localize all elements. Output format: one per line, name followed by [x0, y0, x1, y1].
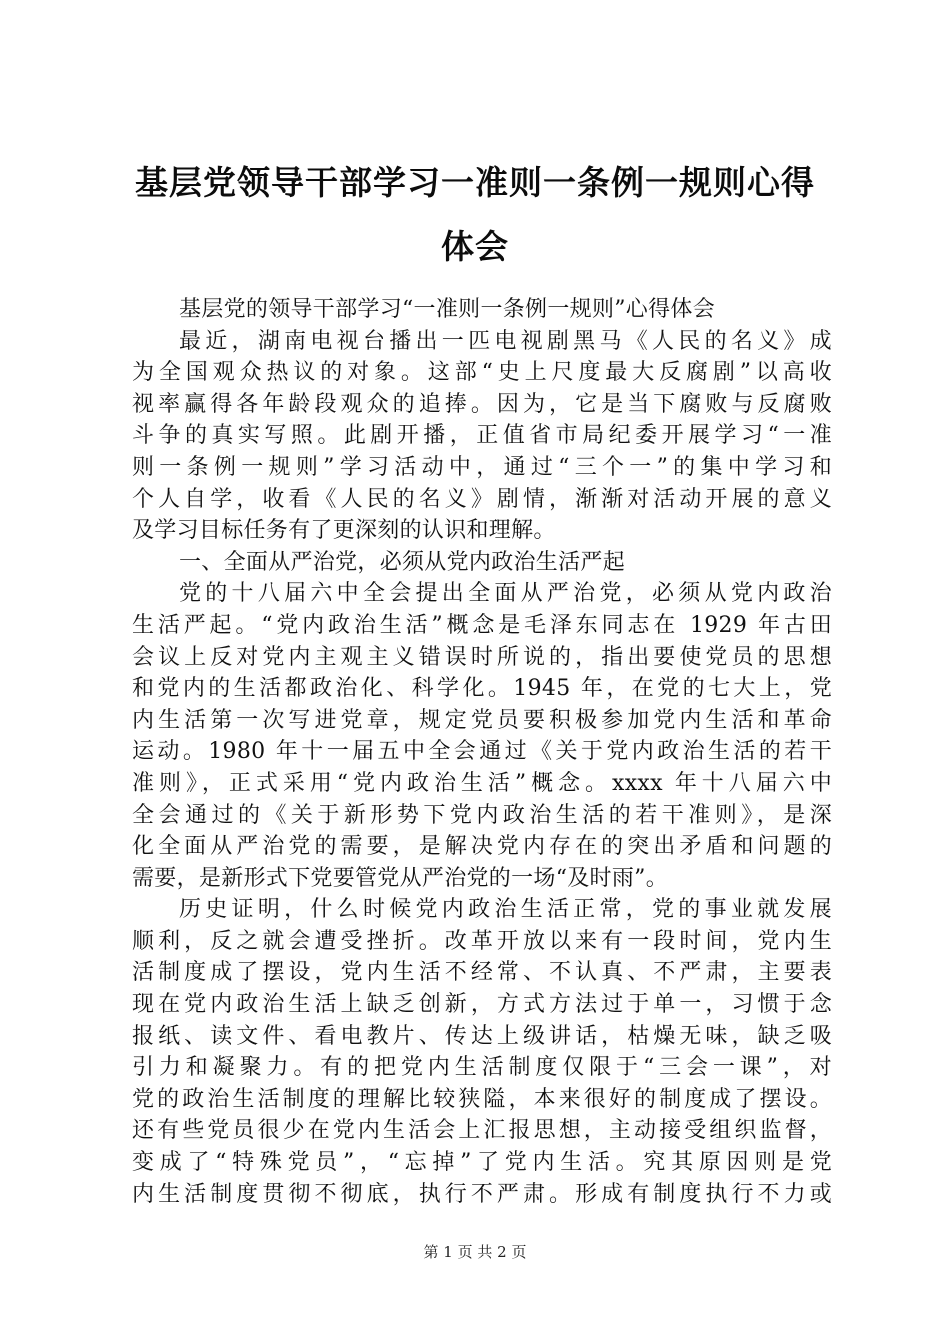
- body-text-line: 准则》，正式采用“党内政治生活”概念。xxxx 年十八届六中: [132, 770, 832, 796]
- body-text-line: 斗争的真实写照。此剧开播，正值省市局纪委开展学习“一准: [132, 423, 832, 449]
- body-text-line: 化全面从严治党的需要，是解决党内存在的突出矛盾和问题的: [132, 834, 832, 860]
- body-text-line: 为全国观众热议的对象。这部“史上尺度最大反腐剧”以高收: [132, 360, 832, 386]
- body-text-line: 运动。1980 年十一届五中全会通过《关于党内政治生活的若干: [132, 739, 832, 765]
- body-text-line: 顺利，反之就会遭受挫折。改革开放以来有一段时间，党内生: [132, 928, 832, 954]
- body-text-line: 内生活制度贯彻不彻底，执行不严肃。形成有制度执行不力或: [132, 1181, 832, 1207]
- body-text-line: 个人自学，收看《人民的名义》剧情，渐渐对活动开展的意义: [132, 486, 832, 512]
- body-text-line: 引力和凝聚力。有的把党内生活制度仅限于“三会一课”，对: [132, 1055, 832, 1081]
- body-text-line: 全会通过的《关于新形势下党内政治生活的若干准则》，是深: [132, 802, 832, 828]
- body-text-line: 会议上反对党内主观主义错误时所说的，指出要使党员的思想: [132, 644, 832, 670]
- body-text-line: 及学习目标任务有了更深刻的认识和理解。: [132, 518, 556, 544]
- body-text-line: 基层党的领导干部学习“一准则一条例一规则”心得体会: [179, 297, 715, 322]
- body-text-line: 活制度成了摆设，党内生活不经常、不认真、不严肃，主要表: [132, 960, 832, 986]
- body-text-line: 还有些党员很少在党内生活会上汇报思想，主动接受组织监督，: [132, 1118, 832, 1144]
- body-text-line: 和党内的生活都政治化、科学化。1945 年，在党的七大上，党: [132, 676, 832, 702]
- body-text-line: 一、全面从严治党，必须从党内政治生活严起: [179, 549, 626, 575]
- body-text-line: 需要，是新形式下党要管党从严治党的一场“及时雨”。: [132, 865, 668, 891]
- body-text-line: 变成了“特殊党员”，“忘掉”了党内生活。究其原因则是党: [132, 1150, 832, 1176]
- body-text-line: 则一条例一规则”学习活动中，通过“三个一”的集中学习和: [132, 454, 832, 480]
- document-body: [132, 294, 832, 1210]
- body-text-line: 生活严起。“党内政治生活”概念是毛泽东同志在 1929 年古田: [132, 612, 832, 638]
- body-text-line: 党的政治生活制度的理解比较狭隘，本来很好的制度成了摆设。: [132, 1086, 832, 1112]
- document-title-line-2: 体会: [441, 227, 509, 266]
- body-text-line: 视率赢得各年龄段观众的追捧。因为，它是当下腐败与反腐败: [132, 391, 832, 417]
- body-text-line: 现在党内政治生活上缺乏创新，方式方法过于单一，习惯于念: [132, 992, 832, 1018]
- document-title-line-1: 基层党领导干部学习一准则一条例一规则心得: [135, 163, 815, 202]
- body-text-line: 最近，湖南电视台播出一匹电视剧黑马《人民的名义》成: [179, 328, 832, 354]
- page-footer: 第 1 页 共 2 页: [423, 1243, 527, 1261]
- body-text-line: 历史证明，什么时候党内政治生活正常，党的事业就发展: [179, 897, 832, 923]
- body-text-line: 报纸、读文件、看电教片、传达上级讲话，枯燥无味，缺乏吸: [132, 1023, 832, 1049]
- body-text-line: 党的十八届六中全会提出全面从严治党，必须从党内政治: [179, 581, 832, 607]
- body-text-line: 内生活第一次写进党章，规定党员要积极参加党内生活和革命: [132, 707, 832, 733]
